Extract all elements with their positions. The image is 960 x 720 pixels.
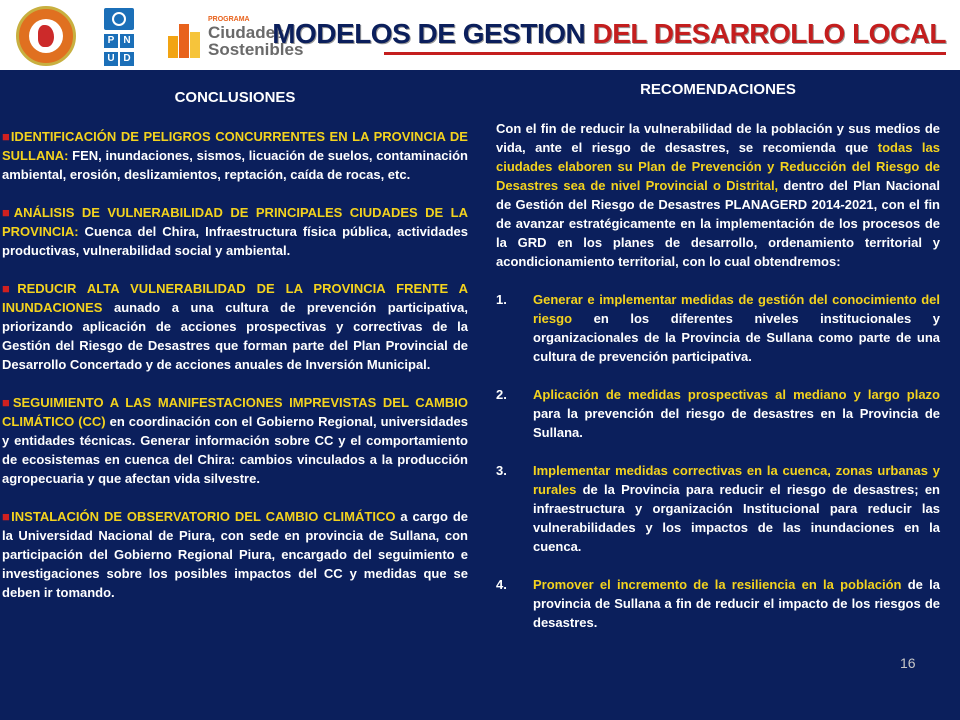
conclusion-item: ■REDUCIR ALTA VULNERABILIDAD DE LA PROVINCIA FRENTE A INUNDACIONES aunado a una cultura de prevención participativa, priorizando aplicación de acciones prospectivas y correctivas de la Gestión del Riesgo de Desastres que forman parte del Plan Provincial de Desarrollo Concertado y de acciones anuales de Inversión Municipal. <box>2 281 468 372</box>
recomendaciones-column <box>496 80 940 651</box>
item-number: 1. <box>496 292 507 307</box>
undp-logo: P N U D <box>104 8 134 62</box>
square-bullet-icon: ■ <box>2 205 14 220</box>
recomendaciones-intro: Con el fin de reducir la vulnerabilidad de la población y sus medios de vida, ante el riesgo de desastres, se recomienda que todas las ciudades elaboren su Plan de Prevención y Reducción del Riesgo de Desastres sea de nivel Provincial o Distrital, dentro del Plan Nacional de Gestión del Riesgo de Desastres PLANAGERD 2014-2021, con el fin de avanzar estratégicamente en la implementación de los procesos de la GRD en los planes de desarrollo, ordenamiento territorial y acondicionamiento territorial, con lo cual obtendremos: <box>496 121 941 269</box>
square-bullet-icon: ■ <box>2 281 18 296</box>
recomendaciones-heading: RECOMENDACIONES <box>640 81 796 98</box>
square-bullet-icon: ■ <box>2 129 11 144</box>
item-number: 3. <box>496 463 507 478</box>
page-title: MODELOS DE GESTION DEL DESARROLLO LOCAL <box>272 18 946 49</box>
conclusion-item: ■INSTALACIÓN DE OBSERVATORIO DEL CAMBIO CLIMÁTICO a cargo de la Universidad Nacional de Piura, con sede en provincia de Sullana, con participación del Gobierno Regional Piura, encargado del seguimiento e investigaciones sobre los posibles impactos del CC y medidas que se deben ir tomando. <box>2 509 469 600</box>
header-bar: P N U D PROGRAMA Ciudades Sostenibles MODELOS DE GESTION DEL DESARROLLO LOCAL <box>0 0 960 70</box>
square-bullet-icon: ■ <box>2 509 12 524</box>
recommendation-item: 1. Generar e implementar medidas de gestión del conocimiento del riesgo en los diferentes niveles institucionales y organizacionales de la Provincia de Sullana como parte de una cultura de prevención participativa. <box>496 292 940 364</box>
recommendation-item: 4. Promover el incremento de la resiliencia en la población de la provincia de Sullana a fin de reducir el impacto de los riesgos de desastres. <box>496 577 940 630</box>
item-number: 4. <box>496 577 507 592</box>
recommendation-item: 3. Implementar medidas correctivas en la cuenca, zonas urbanas y rurales de la Provincia para reducir el riesgo de desastres; en infraestructura y organización Institucional para reducir las vulnerabilidades y los impactos de las inundaciones en la cuenca. <box>496 463 940 554</box>
conclusiones-heading: CONCLUSIONES <box>174 89 296 106</box>
title-underline <box>384 52 946 55</box>
conclusion-item: ■SEGUIMIENTO A LAS MANIFESTACIONES IMPREVISTAS DEL CAMBIO CLIMÁTICO (CC) en coordinación con el Gobierno Regional, universidades y entidades técnicas. Generar información sobre CC y el comportamiento de ecosistemas en cuenca del Chira: cambios vinculados a la producción agropecuaria y que afectan vida silvestre. <box>2 395 468 486</box>
square-bullet-icon: ■ <box>2 395 13 410</box>
recommendation-item: 2. Aplicación de medidas prospectivas al mediano y largo plazo para la prevención del riesgo de desastres en la Provincia de Sullana. <box>496 387 940 440</box>
un-emblem-icon <box>104 8 134 30</box>
item-number: 2. <box>496 387 507 402</box>
peru-map-icon <box>38 25 54 47</box>
page-number: 16 <box>900 655 916 671</box>
conclusion-item: ■IDENTIFICACIÓN DE PELIGROS CONCURRENTES EN LA PROVINCIA DE SULLANA: FEN, inundaciones, sismos, licuación de suelos, contaminación ambiental, erosión, deslizamientos, reptación, caída de rocas, etc. <box>2 129 468 182</box>
buildings-icon <box>168 20 202 58</box>
institution-seal-logo <box>16 6 76 66</box>
conclusion-item: ■ANÁLISIS DE VULNERABILIDAD DE PRINCIPALES CIUDADES DE LA PROVINCIA: Cuenca del Chira, Infraestructura física pública, actividades productivas, vulnerabilidad social y ambiental. <box>2 205 468 258</box>
conclusiones-column <box>2 80 468 621</box>
